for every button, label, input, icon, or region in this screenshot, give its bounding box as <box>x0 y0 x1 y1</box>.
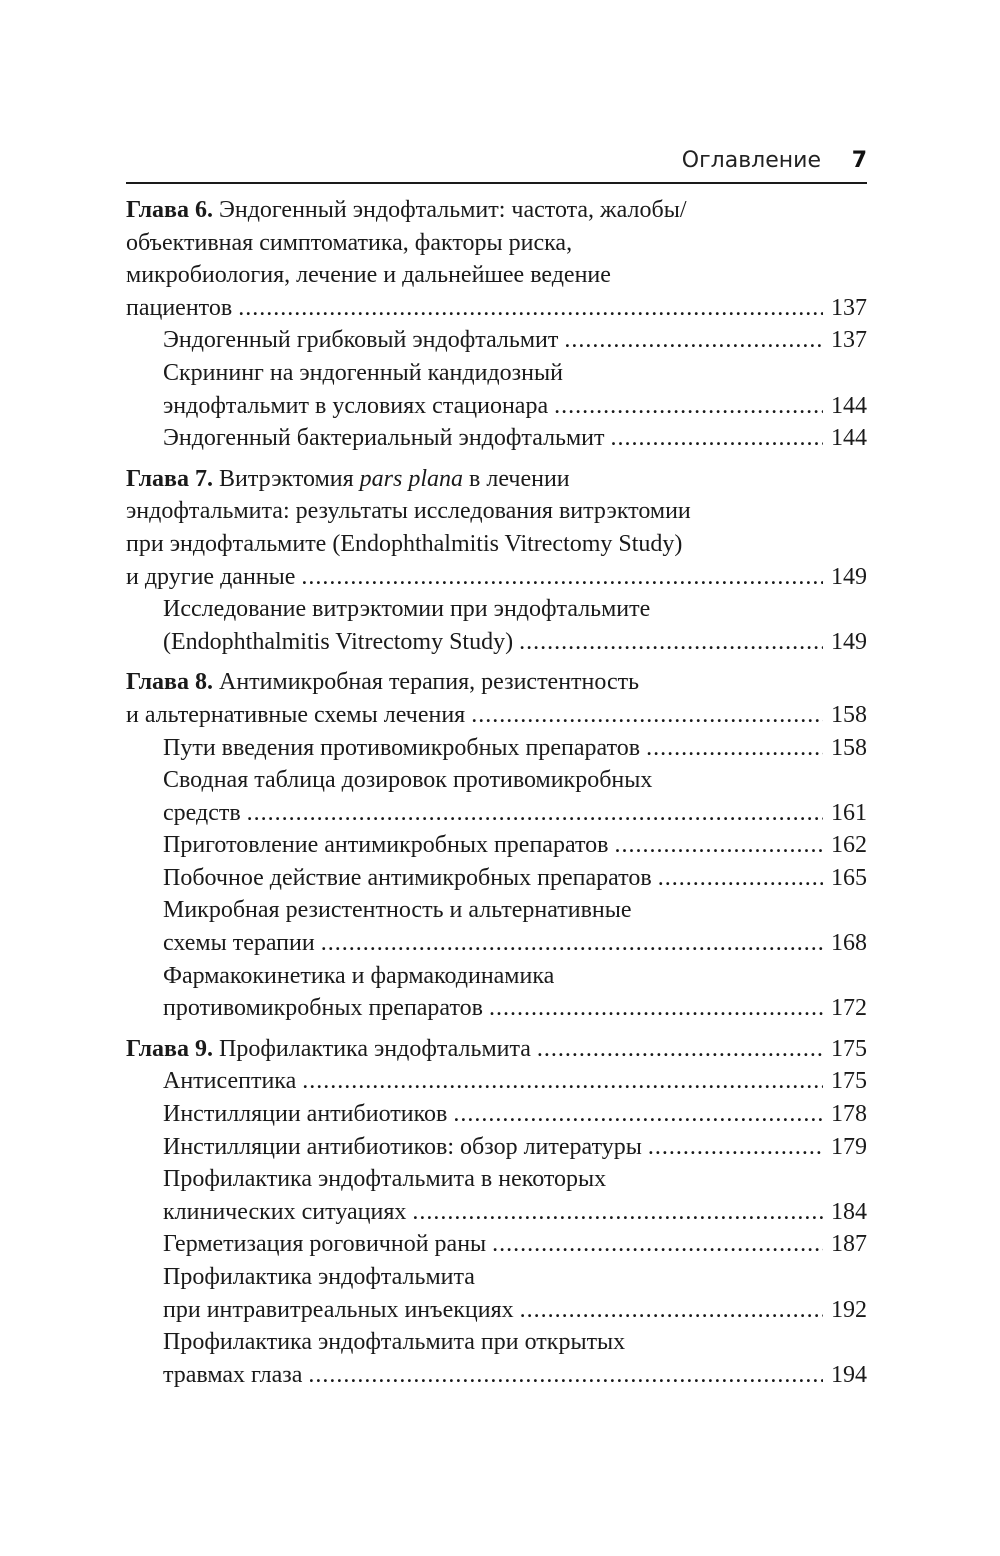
toc-entry-title: травмах глаза <box>163 1361 303 1388</box>
toc-entry-line <box>126 1294 867 1327</box>
section-title-line: Профилактика эндофтальмита при открытых <box>163 1329 626 1356</box>
chapter-title-part: при эндофтальмите (Endophthalmitis Vitrectomy Study) <box>126 530 683 557</box>
toc-entry-text <box>163 927 315 960</box>
dot-leader <box>412 1196 823 1229</box>
toc-entry-line <box>126 324 867 357</box>
dot-leader <box>321 927 823 960</box>
toc-entry-title: и альтернативные схемы лечения <box>126 701 466 728</box>
chapter-title-part: Витрэктомия <box>213 465 360 492</box>
toc-page-number: 158 <box>831 701 867 728</box>
chapter-title-line <box>126 227 867 260</box>
toc-entry-line <box>126 1065 867 1098</box>
dot-leader <box>453 1098 823 1131</box>
chapter-label: Глава 9. <box>126 1035 213 1062</box>
toc-chapter <box>126 463 867 659</box>
chapter-title-line <box>126 528 867 561</box>
toc-entry-text <box>163 829 609 862</box>
toc-entry-text <box>163 1359 302 1392</box>
toc-entry-text <box>163 732 640 765</box>
toc-entry-text <box>163 1228 486 1261</box>
toc-page-number: 137 <box>831 294 867 321</box>
toc-entry-title: Эндогенный грибковый эндофтальмит <box>163 327 559 354</box>
toc-entry-text <box>163 1098 447 1131</box>
running-header <box>126 146 867 184</box>
toc-entry-text <box>163 626 513 659</box>
chapter-title-part: Эндогенный эндофтальмит: частота, жалобы/ <box>213 197 687 223</box>
toc-page-number: 168 <box>831 930 867 957</box>
toc-entry-line <box>126 1196 867 1229</box>
toc-entry-line <box>126 862 867 895</box>
toc-page-number: 162 <box>831 832 867 859</box>
toc-entry-title: Инстилляции антибиотиков: обзор литературы <box>163 1133 642 1160</box>
dot-leader <box>537 1033 823 1066</box>
toc-entry-title: клинических ситуациях <box>163 1198 407 1225</box>
toc-entry-title: Побочное действие антимикробных препаратов <box>163 864 652 891</box>
toc-page-number: 149 <box>831 628 867 655</box>
toc-entry-line <box>126 1131 867 1164</box>
toc-entry-line <box>126 626 867 659</box>
dot-leader <box>646 732 823 765</box>
chapter-title-line <box>126 194 867 227</box>
section-title-line: Профилактика эндофтальмита <box>163 1264 475 1290</box>
chapter-label: Глава 7. <box>126 465 213 492</box>
toc-entry-title: Профилактика эндофтальмита <box>213 1035 531 1062</box>
toc-entry-title: Антисептика <box>163 1068 297 1095</box>
toc-entry-title: и другие данные <box>126 563 296 590</box>
dot-leader <box>489 992 823 1025</box>
chapter-title-part: в лечении <box>463 465 570 492</box>
toc-entry-title: пациентов <box>126 294 233 321</box>
toc-page-number: 194 <box>831 1361 867 1388</box>
toc-page-number: 179 <box>831 1133 867 1160</box>
section-title-line: Фармакокинетика и фармакодинамика <box>163 962 555 989</box>
toc-entry-text <box>163 862 652 895</box>
chapter-label: Глава 6. <box>126 197 213 223</box>
dot-leader <box>658 862 823 895</box>
dot-leader <box>611 422 823 455</box>
dot-leader <box>554 390 823 423</box>
chapter-title-line <box>126 463 867 496</box>
toc-entry-line <box>126 992 867 1025</box>
dot-leader <box>648 1131 823 1164</box>
toc-entry-line <box>126 1228 867 1261</box>
section-title-line: Микробная резистентность и альтернативные <box>163 897 632 924</box>
toc-entry-title: (Endophthalmitis Vitrectomy Study) <box>163 628 514 655</box>
dot-leader <box>520 1294 823 1327</box>
chapter-title-italic: pars plana <box>359 465 464 492</box>
toc-entry-line <box>126 699 867 732</box>
toc-entry-line <box>126 1098 867 1131</box>
chapter-title-part: эндофтальмита: результаты исследования витрэктомии <box>126 498 691 525</box>
toc-page-number: 175 <box>831 1068 867 1095</box>
running-header-title: Оглавление <box>681 148 821 173</box>
toc-entry-line <box>126 292 867 325</box>
toc-entry-text <box>126 699 465 732</box>
toc-page-number: 165 <box>831 864 867 891</box>
toc-page-number: 144 <box>831 392 867 419</box>
dot-leader <box>308 1359 823 1392</box>
toc-entry-text <box>163 390 548 423</box>
chapter-title-part: микробиология, лечение и дальнейшее ведение <box>126 262 611 289</box>
toc-entry-title: противомикробных препаратов <box>163 995 483 1022</box>
toc-page-number: 192 <box>831 1296 867 1323</box>
toc-entry-text <box>163 992 483 1025</box>
toc-entry-line <box>126 561 867 594</box>
toc-page-number: 172 <box>831 995 867 1022</box>
section-title-line: Скрининг на эндогенный кандидозный <box>163 359 563 386</box>
toc-entry-line <box>126 422 867 455</box>
dot-leader <box>238 292 823 325</box>
page-number: 7 <box>851 148 867 173</box>
section-title-line: Профилактика эндофтальмита в некоторых <box>163 1166 607 1193</box>
dot-leader <box>615 829 824 862</box>
toc-entry-title: Инстилляции антибиотиков <box>163 1101 448 1128</box>
toc-entry-text <box>163 797 241 830</box>
toc-entry-title: Герметизация роговичной раны <box>163 1231 487 1258</box>
toc-entry-text <box>126 1033 531 1066</box>
toc-entry-line <box>126 390 867 423</box>
toc-entry-text <box>126 561 295 594</box>
toc-entry-line <box>126 797 867 830</box>
toc-entry-text <box>163 422 605 455</box>
section-title-line: Сводная таблица дозировок противомикробных <box>163 767 653 794</box>
toc-entry-title: схемы терапии <box>163 930 315 957</box>
toc-entry-text <box>126 292 232 325</box>
chapter-title-part: объективная симптоматика, факторы риска, <box>126 229 573 256</box>
chapter-title-line <box>126 259 867 292</box>
table-of-contents <box>126 194 867 1399</box>
toc-page-number: 187 <box>831 1231 867 1258</box>
toc-entry-text <box>163 1065 296 1098</box>
toc-page-number: 178 <box>831 1101 867 1128</box>
toc-entry-title: Пути введения противомикробных препаратов <box>163 734 641 761</box>
dot-leader <box>301 561 823 594</box>
toc-page-number: 175 <box>831 1035 867 1062</box>
section-title-line: Исследование витрэктомии при эндофтальмите <box>163 596 651 623</box>
toc-entry-text <box>163 324 558 357</box>
dot-leader <box>492 1228 823 1261</box>
toc-chapter <box>126 194 867 455</box>
chapter-label: Глава 8. <box>126 669 213 696</box>
toc-page-number: 149 <box>831 563 867 590</box>
toc-entry-line <box>126 927 867 960</box>
chapter-title-line <box>126 666 867 699</box>
toc-entry-line <box>126 1033 867 1066</box>
toc-entry-title: эндофтальмит в условиях стационара <box>163 392 549 419</box>
toc-entry-title: при интравитреальных инъекциях <box>163 1296 514 1323</box>
toc-entry-title: средств <box>163 799 241 826</box>
toc-chapter <box>126 666 867 1025</box>
dot-leader <box>471 699 823 732</box>
toc-page-number: 158 <box>831 734 867 761</box>
dot-leader <box>302 1065 823 1098</box>
toc-page-number: 161 <box>831 799 867 826</box>
dot-leader <box>247 797 823 830</box>
toc-entry-text <box>163 1294 514 1327</box>
toc-page-number: 137 <box>831 327 867 354</box>
toc-entry-line <box>126 1359 867 1392</box>
chapter-title-line <box>126 495 867 528</box>
toc-entry-line <box>126 732 867 765</box>
toc-page-number: 184 <box>831 1198 867 1225</box>
toc-entry-title: Эндогенный бактериальный эндофтальмит <box>163 425 605 452</box>
toc-entry-text <box>163 1131 642 1164</box>
toc-entry-text <box>163 1196 406 1229</box>
toc-entry-title: Приготовление антимикробных препаратов <box>163 832 609 859</box>
chapter-title-part: Антимикробная терапия, резистентность <box>213 669 640 696</box>
toc-entry-line <box>126 829 867 862</box>
toc-page-number: 144 <box>831 425 867 452</box>
toc-chapter <box>126 1033 867 1392</box>
dot-leader <box>519 626 823 659</box>
dot-leader <box>564 324 823 357</box>
